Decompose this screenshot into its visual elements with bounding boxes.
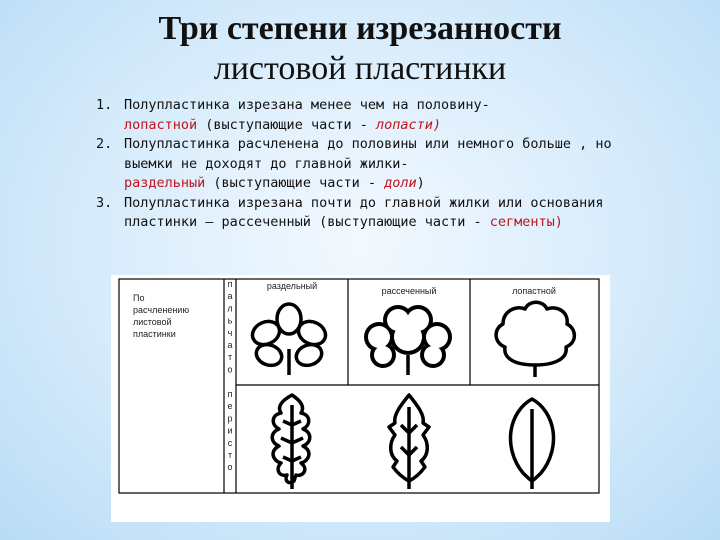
list-number: 1. [96, 97, 113, 113]
leaf-table-panel [111, 275, 610, 522]
row-label-palmate: п а л ь ч а т о [227, 279, 233, 375]
pinnate-dissected-leaf-icon [389, 395, 429, 489]
col-header-lobed: лопастной [512, 286, 556, 296]
leaf-table-figure [111, 275, 610, 522]
table-corner-label: По расчленению листовой пластинки [133, 293, 190, 339]
slide-title-line2: листовой пластинки [213, 50, 507, 87]
item-parts: сегменты) [489, 214, 563, 230]
pinnate-divided-leaf-icon [272, 395, 310, 489]
row-label-pinnate: п е р и с т о [227, 389, 233, 473]
item-parts: доли [384, 175, 417, 191]
item-text: Полупластинка изрезана почти до главной жилки или основания пластинки – рассеченный (выступающие части - [124, 194, 604, 230]
item-term: раздельный [124, 175, 206, 191]
col-header-divided: раздельный [266, 281, 318, 291]
numbered-list [96, 96, 616, 233]
list-item [96, 135, 616, 194]
item-text-mid: (выступающие части - [197, 116, 376, 133]
col-header-dissected: рассеченный [381, 286, 437, 296]
pinnate-lobed-leaf-icon [511, 399, 554, 489]
list-item [96, 96, 616, 135]
item-text-end: ) [416, 175, 425, 191]
list-number: 2. [96, 136, 113, 152]
item-text-mid: (выступающие части - [205, 175, 385, 191]
palmate-dissected-leaf-icon [364, 305, 452, 375]
palmate-divided-leaf-icon [249, 304, 330, 375]
slide-title-line1: Три степени изрезанности [158, 10, 562, 47]
list-item [96, 194, 616, 233]
item-term: лопастной [124, 116, 198, 133]
item-parts: лопасти) [375, 116, 441, 133]
item-text: Полупластинка расчленена до половины или немного больше , но выемки не доходят до главной жилки- [124, 136, 612, 172]
item-text: Полупластинка изрезана менее чем на половину- [124, 97, 490, 113]
list-number: 3. [96, 194, 113, 211]
palmate-lobed-leaf-icon [496, 302, 574, 377]
